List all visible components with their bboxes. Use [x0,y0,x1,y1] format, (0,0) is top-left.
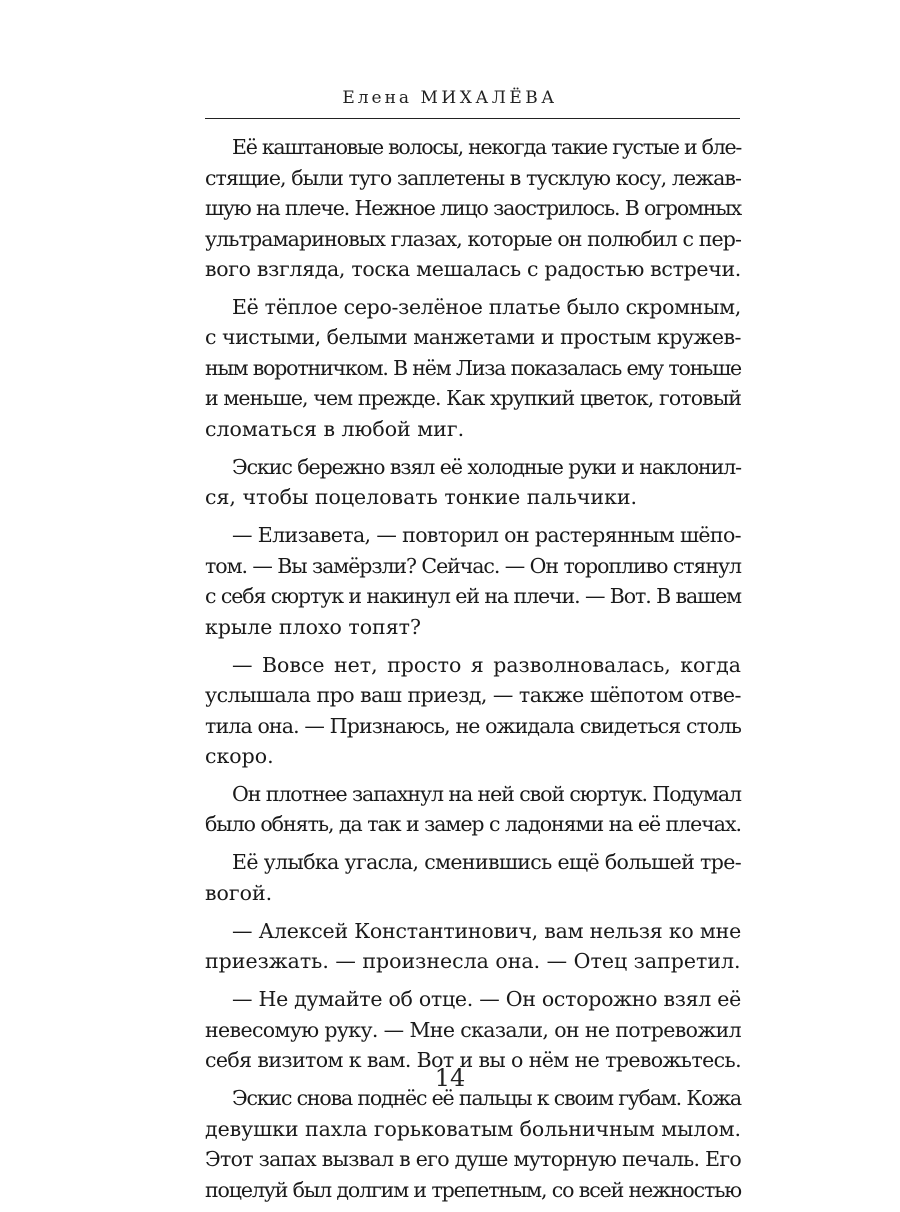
paragraph [205,916,741,977]
text-line: — Не думайте об отце. — Он осторожно взял её [232,987,741,1012]
paragraph [205,984,741,1076]
text-line: Её тёплое серо-зелёное платье было скромным, [232,294,741,319]
text-line: поцелуй был долгим и трепетным, со всей нежностью [205,1177,741,1202]
author-last-name: МИХАЛЁВА [420,88,558,108]
text-line: вогой. [205,880,273,905]
paragraph [205,520,741,642]
page-number: 14 [434,1064,466,1092]
text-line: ным воротничком. В нём Лиза показалась ему тоньше [205,355,741,380]
text-line: себя визитом к вам. Вот и вы о нём не тревожьтесь. [205,1048,741,1073]
text-line: Эскис снова поднёс её пальцы к своим губам. Кожа [232,1086,741,1111]
text-line: — Елизавета, — повторил он растерянным шёпо- [232,523,741,548]
text-line: Её улыбка угасла, сменившись ещё большей тре- [232,850,741,875]
text-line: невесомую руку. — Мне сказали, он не потревожил [205,1017,741,1042]
text-line: услышала про ваш приезд, — также шёпотом отве- [205,683,741,708]
text-line: ультрамариновых глазах, которые он полюбил с пер- [205,226,742,251]
text-line: — Вовсе нет, просто я разволновалась, когда [232,652,741,677]
text-line: приезжать. — произнесла она. — Отец запретил. [205,949,741,974]
text-line: и меньше, чем прежде. Как хрупкий цветок, готовый [205,386,741,411]
text-line: Этот запах вызвал в его душе муторную печаль. Его [205,1147,741,1172]
text-line: ся, чтобы поцеловать тонкие пальчики. [205,485,638,510]
paragraph [205,292,741,445]
header-rule [205,118,740,119]
text-line: стящие, были туго заплетены в тусклую косу, лежав- [205,165,742,190]
paragraph [205,452,741,513]
paragraph [205,779,741,840]
running-head [0,88,900,108]
paragraph [205,132,741,285]
paragraph [205,847,741,908]
text-line: вого взгляда, тоска мешалась с радостью встречи. [205,257,741,281]
text-line: скоро. [205,744,274,769]
text-line: тила она. — Признаюсь, не ожидала свидеться столь [205,713,741,738]
text-line: сломаться в любой миг. [205,416,465,441]
text-line: Эскис бережно взял её холодные руки и наклонил- [232,454,741,479]
text-line: с себя сюртук и накинул ей на плечи. — Вот. В вашем [205,584,741,609]
text-line: девушки пахла горьковатым больничным мылом. [205,1116,741,1141]
text-line: шую на плече. Нежное лицо заострилось. В огромных [205,196,741,220]
body-text [205,132,741,1212]
author-first-name: Елена [342,88,413,108]
text-line: крыле плохо топят? [205,614,421,639]
text-line: том. — Вы замёрзли? Сейчас. — Он торопливо стянул [205,553,741,578]
text-line: Её каштановые волосы, некогда такие густые и бле- [232,135,741,159]
text-line: с чистыми, белыми манжетами и простым кружев- [205,325,741,350]
text-line: — Алексей Константинович, вам нельзя ко мне [232,918,741,943]
paragraph [205,1083,741,1205]
text-line: Он плотнее запахнул на ней свой сюртук. Подумал [232,781,741,806]
text-line: было обнять, да так и замер с ладонями на её плечах. [205,812,741,837]
paragraph [205,650,741,772]
